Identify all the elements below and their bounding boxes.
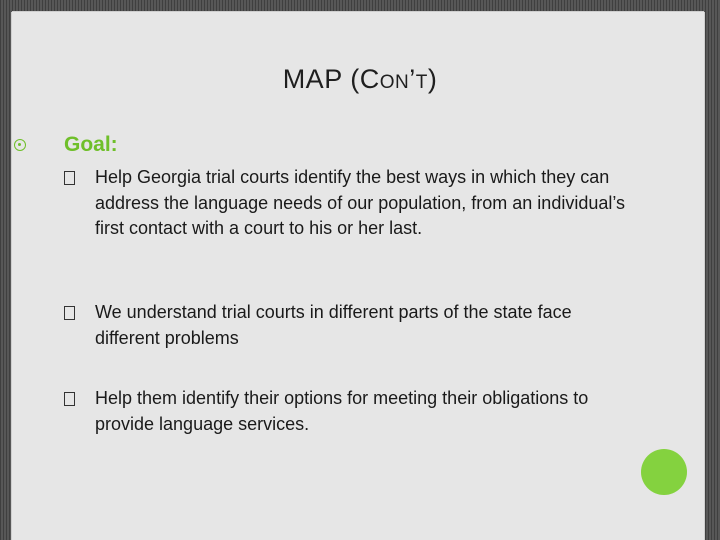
bullet-item-1 xyxy=(64,165,634,242)
bullet-item-2 xyxy=(64,300,634,351)
box-bullet-icon xyxy=(64,171,75,185)
goal-heading xyxy=(14,130,118,160)
green-circle-decoration xyxy=(641,449,687,495)
circle-bullet-icon xyxy=(14,139,26,151)
box-bullet-icon xyxy=(64,306,75,320)
bullet-text: Help them identify their options for meeting their obligations to provide language services. xyxy=(95,388,589,434)
bullet-text: Help Georgia trial courts identify the best ways in which they can address the language needs of our population, from an individual’s first contact with a court to his or her last. xyxy=(95,167,626,238)
bullet-text: We understand trial courts in different parts of the state face different problems xyxy=(95,302,572,348)
slide-title: MAP (CON’T) xyxy=(282,64,438,94)
bullet-item-3 xyxy=(64,386,634,437)
box-bullet-icon xyxy=(64,392,75,406)
goal-label: Goal: xyxy=(64,133,118,156)
